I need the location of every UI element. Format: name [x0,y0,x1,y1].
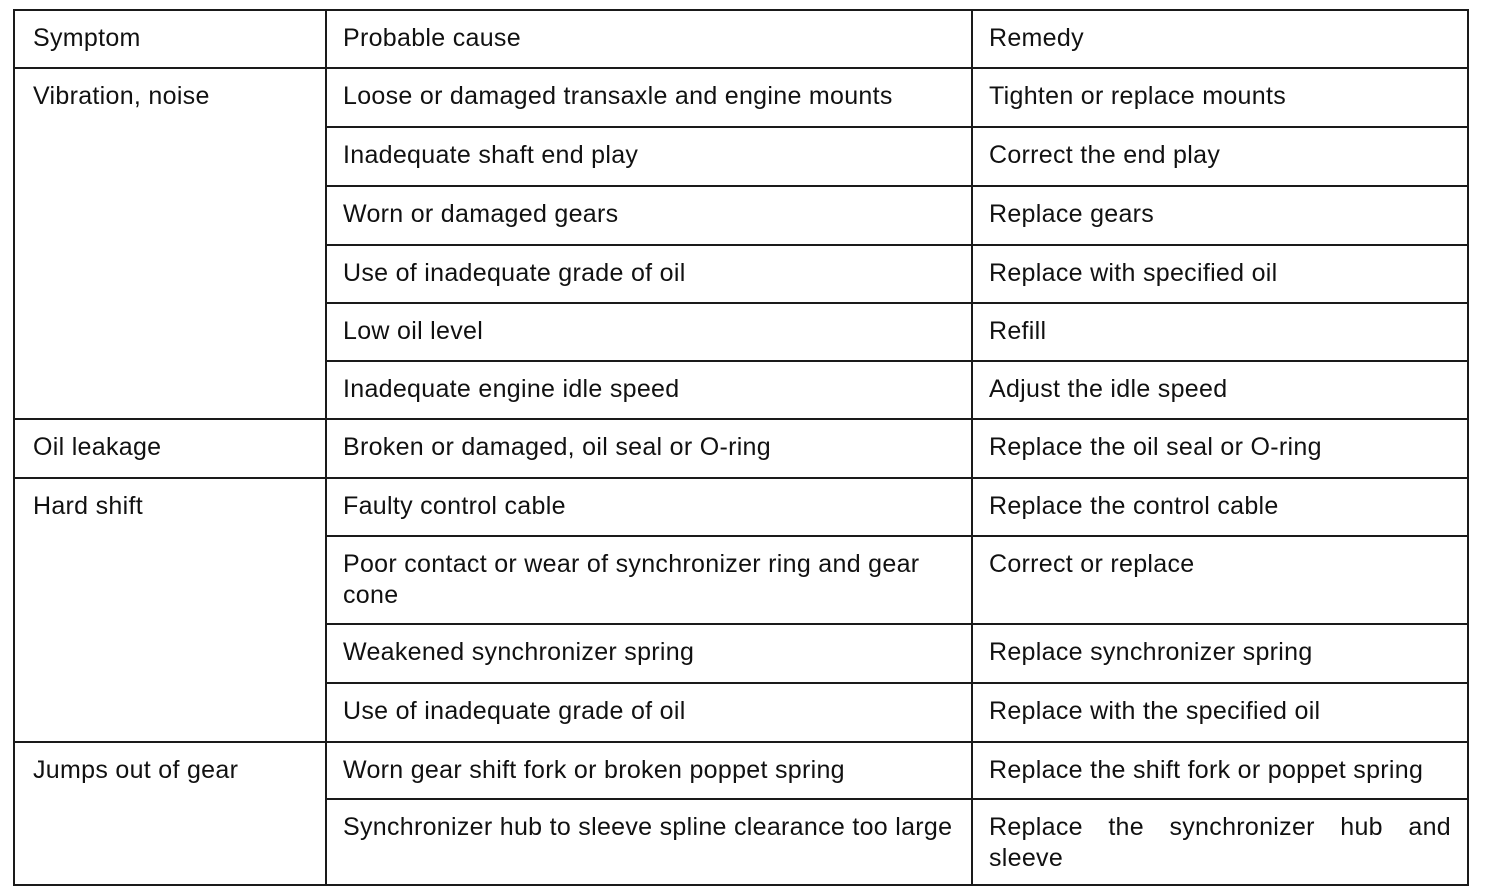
cause-cell: Faulty control cable [326,478,972,536]
cause-cell: Worn or damaged gears [326,186,972,245]
symptom-cell: Jumps out of gear [14,742,326,885]
symptom-cell: Hard shift [14,478,326,742]
remedy-cell: Replace the oil seal or O-ring [972,419,1468,478]
remedy-cell: Tighten or replace mounts [972,68,1468,127]
remedy-cell: Replace with specified oil [972,245,1468,303]
cause-cell: Use of inadequate grade of oil [326,245,972,303]
cause-cell: Weakened synchronizer spring [326,624,972,683]
cause-cell: Synchronizer hub to sleeve spline clearance too large [326,799,972,885]
remedy-cell: Replace the shift fork or poppet spring [972,742,1468,799]
cause-cell: Low oil level [326,303,972,361]
table-row [14,478,1468,536]
header-remedy: Remedy [972,10,1468,68]
cause-cell: Loose or damaged transaxle and engine mounts [326,68,972,127]
table-row [14,68,1468,127]
header-probable-cause: Probable cause [326,10,972,68]
troubleshooting-table [13,9,1469,886]
table-row [14,742,1468,799]
cause-cell: Broken or damaged, oil seal or O-ring [326,419,972,478]
header-symptom: Symptom [14,10,326,68]
remedy-cell: Refill [972,303,1468,361]
remedy-cell: Adjust the idle speed [972,361,1468,419]
cause-cell: Poor contact or wear of synchronizer ring and gear cone [326,536,972,624]
table-row [14,419,1468,478]
remedy-cell: Replace the control cable [972,478,1468,536]
cause-cell: Inadequate shaft end play [326,127,972,186]
remedy-cell: Correct the end play [972,127,1468,186]
cause-cell: Inadequate engine idle speed [326,361,972,419]
remedy-cell: Replace the synchronizer hub and sleeve [972,799,1468,885]
remedy-cell: Correct or replace [972,536,1468,624]
symptom-cell: Vibration, noise [14,68,326,419]
remedy-cell: Replace synchronizer spring [972,624,1468,683]
cause-cell: Use of inadequate grade of oil [326,683,972,742]
remedy-cell: Replace gears [972,186,1468,245]
table-header-row [14,10,1468,68]
symptom-cell: Oil leakage [14,419,326,478]
cause-cell: Worn gear shift fork or broken poppet spring [326,742,972,799]
remedy-cell: Replace with the specified oil [972,683,1468,742]
